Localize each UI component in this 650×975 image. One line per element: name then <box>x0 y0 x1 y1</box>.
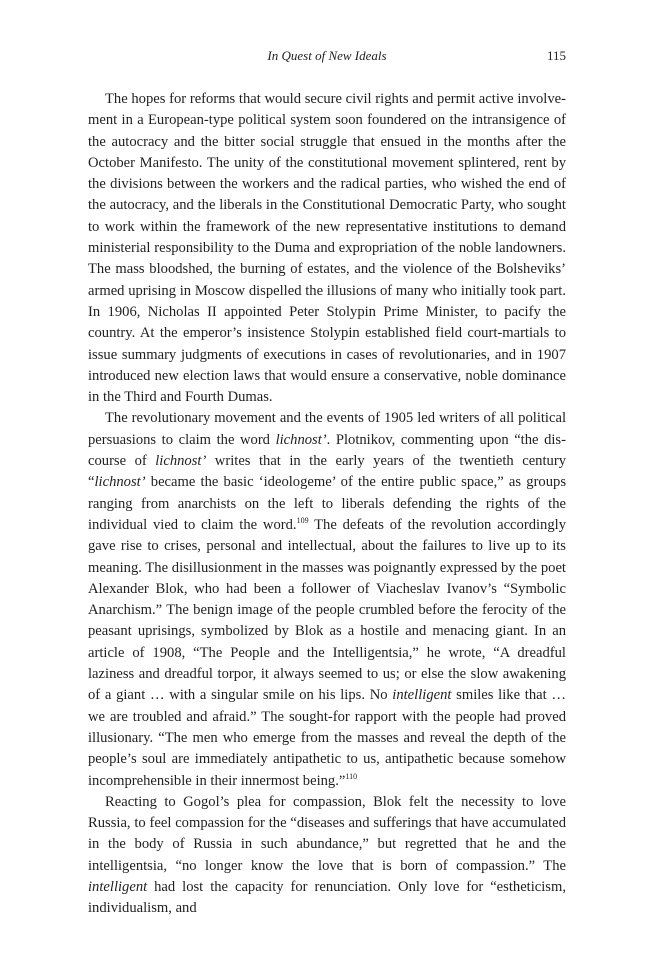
running-title: In Quest of New Ideals <box>267 48 387 63</box>
text-run: Reacting to Gogol’s plea for compassion, Blok felt the necessity to love Russia, to feel compassion for the “diseases and sufferings that have accumulated in the body of Russia in such abundance,” but regretted that he and the intelligentsia, “no longer know the love that is born of compassion.” The <box>88 793 566 874</box>
paragraph-3 <box>88 792 566 920</box>
text-run: . Plotnikov, commenting upon “the discourse of <box>88 431 566 470</box>
text-run: writes that in the early years of the twentieth century “ <box>88 453 566 491</box>
italic-term: intelligent <box>88 878 148 895</box>
text-run: had lost the capacity for renunciation. Only love for “estheticism, individualism, and <box>88 878 566 917</box>
paragraph-2 <box>88 408 566 791</box>
page-number: 115 <box>546 48 566 63</box>
body-text <box>88 89 566 920</box>
text-run: The revolutionary movement and the events of 1905 led writers of all political persuasions to claim the word <box>88 410 566 448</box>
footnote-ref-109[interactable]: 109 <box>296 515 309 525</box>
running-head <box>88 46 566 66</box>
italic-term: lichnost’ <box>94 474 146 491</box>
italic-term: lichnost’ <box>275 431 327 448</box>
text-run: The hopes for reforms that would secure civil rights and permit active involvement in a European-type political system soon foundered on the intransigence of the autocracy and the bitter social struggle that ensued in the months after the October Manifesto. The unity of the constitutional movement splintered, rent by the divisions between the workers and the radical parties, who wished the end of the autocracy, and the liberals in the Constitutional Democratic Party, who sought to work within the framework of the new representative institutions to demand ministerial responsibility to the Duma and expropriation of the noble landowners. The mass bloodshed, the burning of estates, and the violence of the Bolsheviks’ armed uprising in Moscow dispelled the illusions of many who initially took part. In 1906, Nicholas II appointed Peter Stolypin Prime Minister, to pacify the country. At the emperor’s insistence Stolypin established field court-martials to issue summary judgments of executions in cases of revolutionaries, and in 1907 introduced new election laws that would ensure a conservative, noble dominance in the Third and Fourth Dumas. <box>88 91 566 406</box>
text-run: became the basic ‘ideologeme’ of the entire public space,” as groups ranging from anarchists on the left to liberals defending the rights of the individual vied to claim the word. <box>88 474 566 533</box>
italic-term: intelligent <box>392 687 452 704</box>
text-run: smiles like that … we are troubled and afraid.” The sought-for rapport with the people had proved illusionary. “The men who emerge from the masses and reveal the depth of the people’s soul are immediately antipathetic to us, antipathetic because somehow incomprehensible in their innermost being.” <box>88 687 566 789</box>
footnote-ref-110[interactable]: 110 <box>345 771 358 781</box>
text-run: The defeats of the revolution accordingly gave rise to crises, personal and intellectual, about the failures to live up to its meaning. The disillusionment in the masses was poignantly expressed by the poet Alexander Blok, who had been a follower of Viacheslav Ivanov’s “Symbolic Anarchism.” The benign image of the people crumbled before the ferocity of the peasant uprisings, symbolized by Blok as a hostile and menacing giant. In an article of 1908, “The People and the Intelligentsia,” he wrote, “A dreadful laziness and dreadful torpor, it always seemed to us; or else the slow awakening of a giant … with a singular smile on his lips. No <box>88 516 566 704</box>
italic-term: lichnost’ <box>155 453 207 470</box>
paragraph-1 <box>88 89 566 408</box>
